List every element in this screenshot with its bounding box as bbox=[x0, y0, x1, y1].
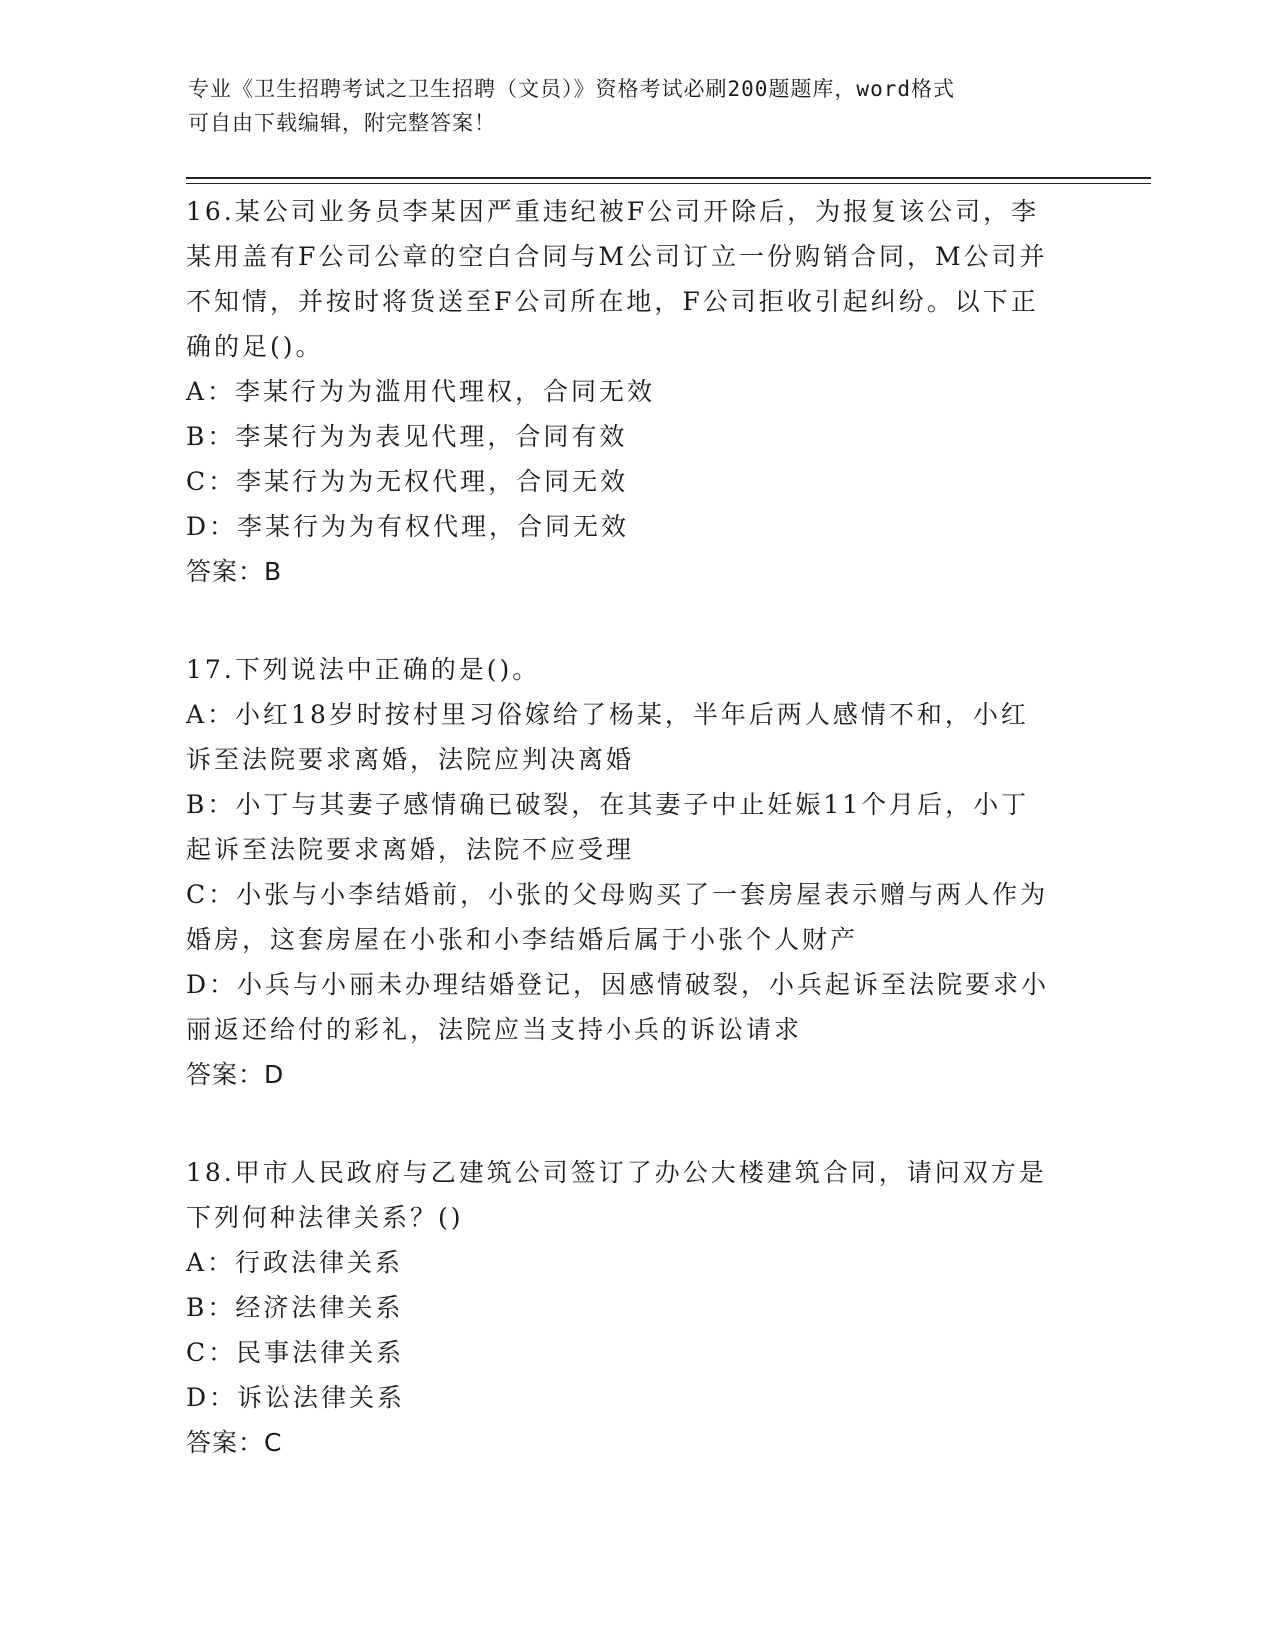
option-b-continued: 起诉至法院要求离婚，法院不应受理 bbox=[186, 835, 635, 864]
question-list bbox=[186, 189, 1086, 1518]
option-d: D：李某行为为有权代理，合同无效 bbox=[186, 512, 630, 541]
question-18 bbox=[186, 1150, 1086, 1465]
option-a: A：小红18岁时按村里习俗嫁给了杨某，半年后两人感情不和，小红 bbox=[186, 700, 1029, 729]
question-stem-line: 某用盖有F公司公章的空白合同与M公司订立一份购销合同，M公司并 bbox=[186, 242, 1048, 271]
question-stem-line: 不知情，并按时将货送至F公司所在地，F公司拒收引起纠纷。以下正 bbox=[186, 287, 1039, 316]
header-divider-thick bbox=[186, 177, 1151, 179]
option-c-continued: 婚房，这套房屋在小张和小李结婚后属于小张个人财产 bbox=[186, 925, 859, 954]
option-c: C：李某行为为无权代理，合同无效 bbox=[186, 467, 629, 496]
answer-label: 答案：C bbox=[186, 1428, 283, 1457]
document-header bbox=[188, 72, 1068, 140]
option-a: A：行政法律关系 bbox=[186, 1248, 404, 1277]
header-line-2: 可自由下载编辑，附完整答案！ bbox=[188, 111, 496, 135]
option-d: D：诉讼法律关系 bbox=[186, 1383, 406, 1412]
header-divider-thin bbox=[186, 183, 1151, 184]
option-d-continued: 丽返还给付的彩礼，法院应当支持小兵的诉讼请求 bbox=[186, 1015, 803, 1044]
question-stem-line: 下列何种法律关系？() bbox=[186, 1203, 464, 1232]
option-a-continued: 诉至法院要求离婚，法院应判决离婚 bbox=[186, 745, 635, 774]
answer-label: 答案：B bbox=[186, 557, 283, 586]
question-stem-line: 16.某公司业务员李某因严重违纪被F公司开除后，为报复该公司，李 bbox=[186, 197, 1040, 226]
option-b: B：经济法律关系 bbox=[186, 1293, 404, 1322]
option-d: D：小兵与小丽未办理结婚登记，因感情破裂，小兵起诉至法院要求小 bbox=[186, 970, 1050, 999]
option-c: C：民事法律关系 bbox=[186, 1338, 405, 1367]
header-line-1: 专业《卫生招聘考试之卫生招聘（文员）》资格考试必刷200题题库，word格式 bbox=[188, 77, 955, 101]
question-17 bbox=[186, 647, 1086, 1097]
option-c: C：小张与小李结婚前，小张的父母购买了一套房屋表示赠与两人作为 bbox=[186, 880, 1049, 909]
question-16 bbox=[186, 189, 1086, 594]
question-stem-line: 17.下列说法中正确的是()。 bbox=[186, 655, 541, 684]
question-stem-line: 确的足()。 bbox=[186, 332, 324, 361]
option-b: B：李某行为为表见代理，合同有效 bbox=[186, 422, 628, 451]
answer-label: 答案：D bbox=[186, 1060, 285, 1089]
option-b: B：小丁与其妻子感情确已破裂，在其妻子中止妊娠11个月后，小丁 bbox=[186, 790, 1030, 819]
option-a: A：李某行为为滥用代理权，合同无效 bbox=[186, 377, 656, 406]
question-stem-line: 18.甲市人民政府与乙建筑公司签订了办公大楼建筑合同，请问双方是 bbox=[186, 1158, 1047, 1187]
